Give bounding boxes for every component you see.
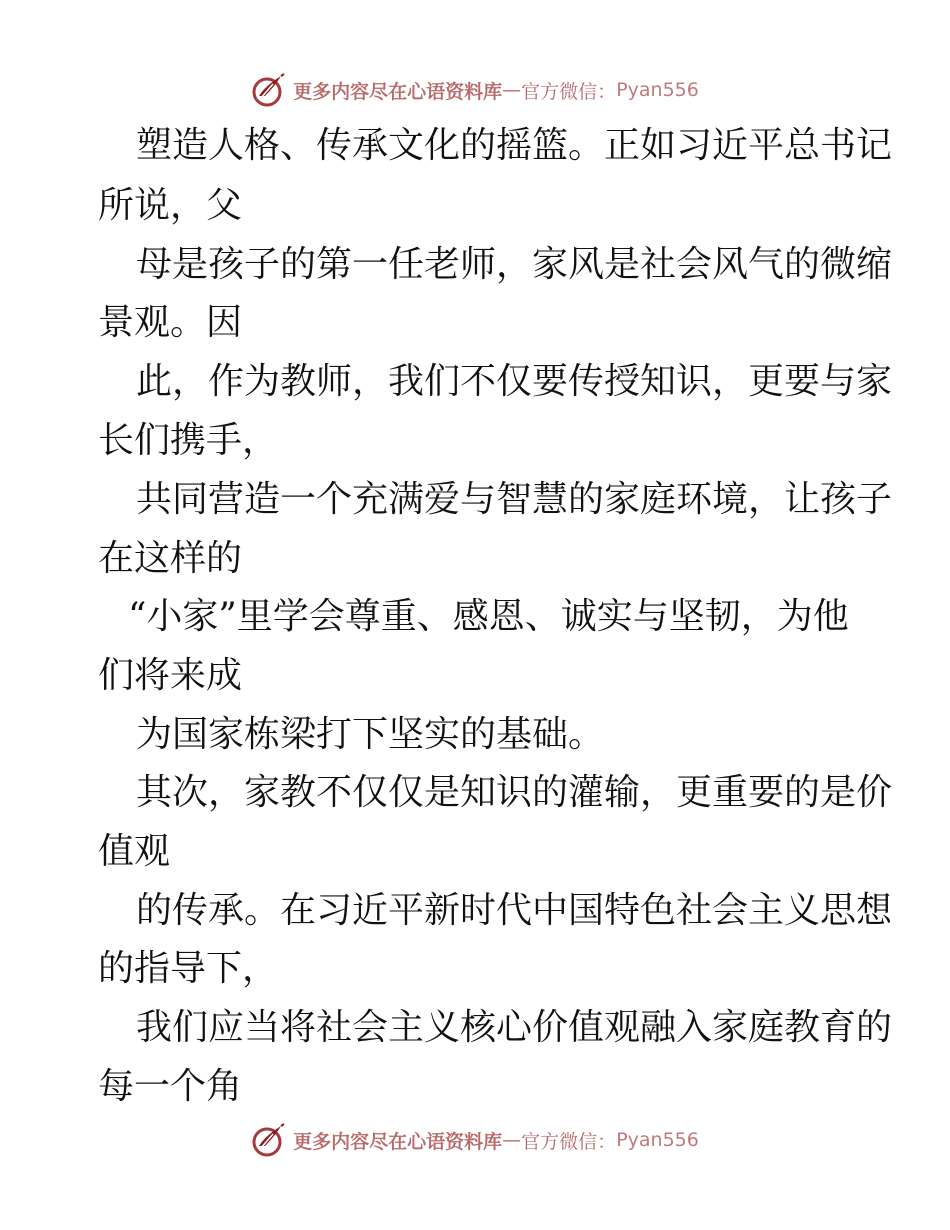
wechat-label: 官方微信： — [521, 1130, 617, 1153]
text-line: 的传承。在习近平新时代中国特色社会主义思想 — [136, 890, 893, 931]
text-line: 为国家栋梁打下坚实的基础。 — [136, 714, 605, 755]
text-line: 的指导下， — [98, 948, 279, 989]
text-line: 在这样的 — [98, 538, 243, 579]
text-line: 值观 — [98, 831, 171, 872]
banner-separator: — — [502, 1129, 522, 1151]
wechat-label: 官方微信： — [521, 80, 617, 103]
banner-text — [293, 1127, 699, 1154]
text-line: 其次，家教不仅仅是知识的灌输，更重要的是价 — [136, 772, 893, 813]
text-line: 每一个角 — [98, 1066, 243, 1107]
footer-banner — [0, 1120, 950, 1160]
banner-separator: — — [502, 79, 522, 101]
text-line: “小家”里学会尊重、感恩、诚实与坚韧，为他 — [128, 596, 849, 637]
text-line: 长们携手， — [98, 420, 279, 461]
text-line: 我们应当将社会主义核心价值观融入家庭教育的 — [136, 1007, 893, 1048]
text-line: 景观。因 — [98, 302, 243, 343]
text-line: 母是孩子的第一任老师，家风是社会风气的微缩 — [136, 244, 893, 285]
text-line: 共同营造一个充满爱与智慧的家庭环境，让孩子 — [136, 479, 893, 520]
text-line: 此，作为教师，我们不仅要传授知识，更要与家 — [136, 361, 893, 402]
site-name: 更多内容尽在心语资料库 — [293, 1130, 503, 1153]
text-line: 们将来成 — [98, 655, 243, 696]
text-line: 所说，父 — [98, 185, 243, 226]
text-line: 塑造人格、传承文化的摇篮。正如习近平总书记 — [136, 125, 893, 166]
quill-logo-icon — [251, 1122, 287, 1158]
wechat-id: Pyan556 — [616, 79, 699, 101]
wechat-id: Pyan556 — [616, 1129, 699, 1151]
site-name: 更多内容尽在心语资料库 — [293, 80, 503, 103]
